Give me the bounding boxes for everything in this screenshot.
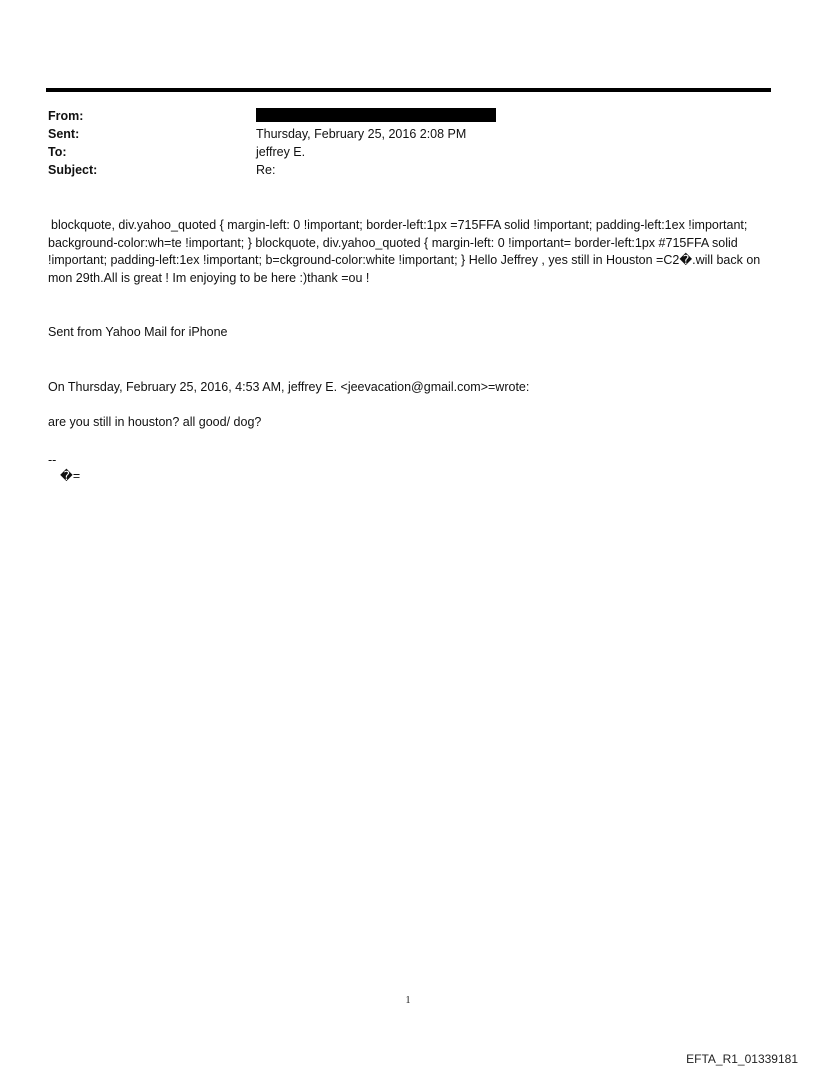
email-header: [48, 107, 768, 179]
from-value: [256, 107, 496, 125]
header-divider: [46, 88, 771, 92]
to-row: [48, 143, 768, 161]
subject-row: [48, 161, 768, 179]
from-row: [48, 107, 768, 125]
page-number: 1: [405, 995, 411, 1006]
sent-row: [48, 125, 768, 143]
encoding-artifact: �=: [60, 469, 81, 483]
from-label: From:: [48, 109, 84, 123]
subject-value: Re:: [256, 163, 276, 177]
redaction-block: [256, 108, 496, 122]
to-label: To:: [48, 145, 67, 159]
to-value: jeffrey E.: [256, 145, 306, 159]
signature-separator: --: [48, 453, 57, 467]
sent-label: Sent:: [48, 127, 80, 141]
mail-signature: Sent from Yahoo Mail for iPhone: [48, 325, 228, 339]
sent-value: Thursday, February 25, 2016 2:08 PM: [256, 127, 467, 141]
quoted-reply-header: On Thursday, February 25, 2016, 4:53 AM, jeffrey E. <jeevacation@gmail.com>=wrote:: [48, 380, 530, 394]
subject-label: Subject:: [48, 163, 98, 177]
document-id: EFTA_R1_01339181: [686, 1052, 798, 1066]
quoted-reply-body: are you still in houston? all good/ dog?: [48, 415, 262, 429]
message-body: blockquote, div.yahoo_quoted { margin-left: 0 !important; border-left:1px =715FFA solid !important; padding-left:1ex !important; background-color:wh=te !important; } blockquote, div.yahoo_quoted { margin-left: 0 !important= border-left:1px #715FFA solid !important; padding-left:1ex !important; b=ckground-color:white !important; } Hello Jeffrey , yes still in Houston =C2�.will back on mon 29th.All is great ! Im enjoying to be here :)thank =ou !: [48, 218, 761, 285]
